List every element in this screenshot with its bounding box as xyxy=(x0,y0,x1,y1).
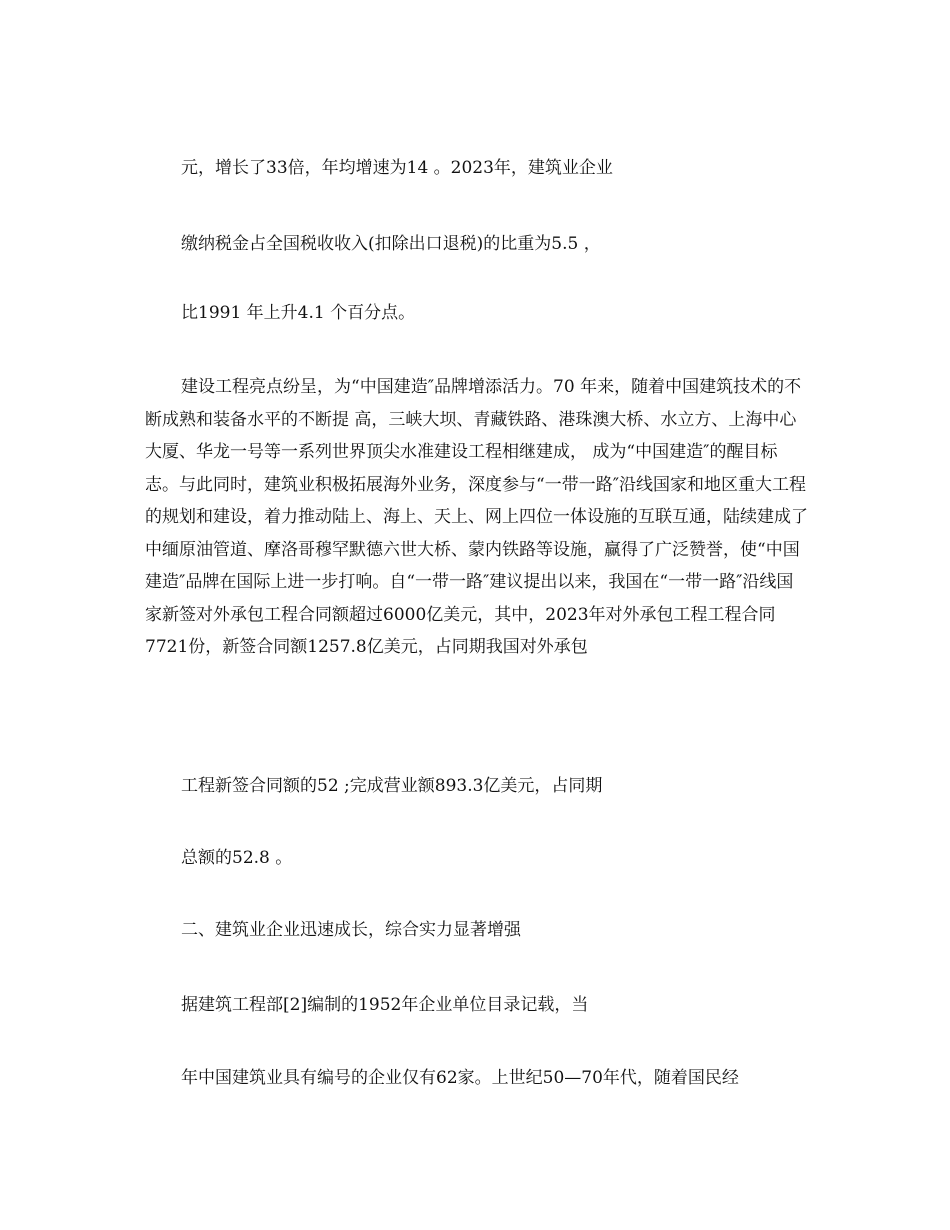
text-line-9: 年中国建筑业具有编号的企业仅有62家。上世纪50—70年代，随着国民经 xyxy=(181,1068,739,1088)
text-line-1: 元，增长了33倍，年均增速为14 。2023年，建筑业企业 xyxy=(181,158,613,178)
body-paragraph-text: 建设工程亮点纷呈，为“中国建造″品牌增添活力。70 年来，随着中国建筑技术的不断成熟和装备水平的不断提 高，三峡大坝、青藏铁路、港珠澳大桥、水立方、上海中心大厦、华龙一号等一系列世界顶尖水准建设工程相继建成， 成为“中国建造″的醒目标志。与此同时，建筑业积极拓展海外业务，深度参与“一带一路″沿线国家和地区重大工程的规划和建设，着力推动陆上、海上、天上、网上四位一体设施的互联互通，陆续建成了中缅原油管道、摩洛哥穆罕默德六世大桥、蒙内铁路等设施，赢得了广泛赞誉，使“中国建造″品牌在国际上进一步打响。自“一带一路″建议提出以来，我国在“一带一路″沿线国家新签对外承包工程合同额超过6000亿美元，其中，2023年对外承包工程工程合同7721份，新签合同额1257.8亿美元，占同期我国对外承包 xyxy=(145,377,808,657)
text-line-3: 比1991 年上升4.1 个百分点。 xyxy=(181,303,416,323)
text-line-5: 工程新签合同额的52 ;完成营业额893.3亿美元，占同期 xyxy=(181,776,603,796)
text-line-6: 总额的52.8 。 xyxy=(181,848,293,868)
text-line-2: 缴纳税金占全国税收收入(扣除出口退税)的比重为5.5 ， xyxy=(181,234,601,254)
body-paragraph xyxy=(145,371,810,664)
text-line-8: 据建筑工程部[2]编制的1952年企业单位目录记载，当 xyxy=(181,995,589,1015)
section-heading: 二、建筑业企业迅速成长，综合实力显著增强 xyxy=(181,920,521,940)
